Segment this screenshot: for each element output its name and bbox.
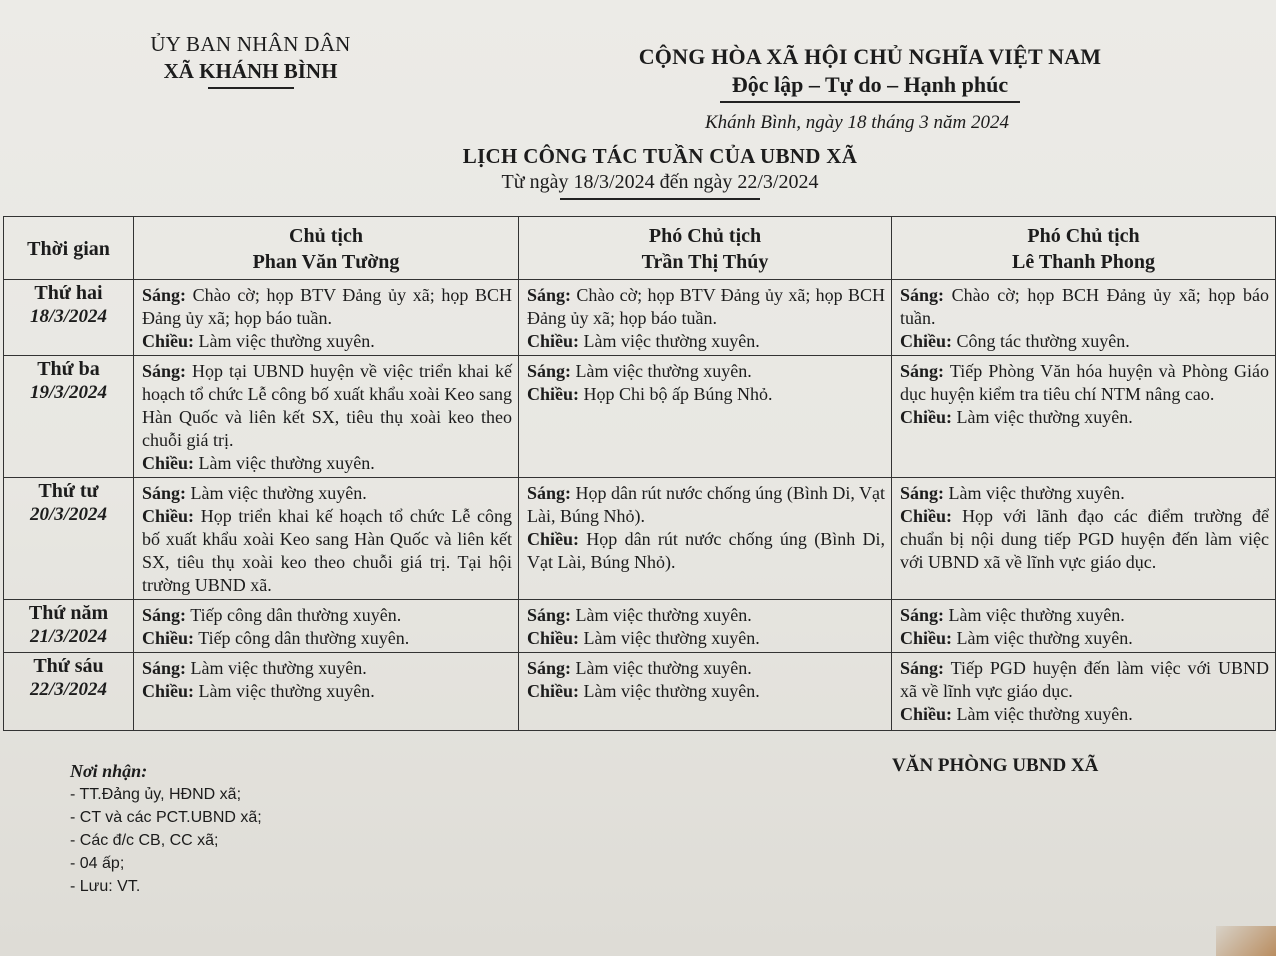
day-cell	[4, 356, 134, 478]
afternoon-text: Làm việc thường xuyên.	[956, 628, 1133, 648]
list-item: - CT và các PCT.UBND xã;	[70, 809, 262, 826]
morning-label: Sáng:	[900, 658, 945, 678]
day-cell	[4, 600, 134, 653]
morning-text: Làm việc thường xuyên.	[575, 605, 752, 625]
morning-text: Tiếp Phòng Văn hóa huyện và Phòng Giáo dục huyện kiểm tra tiêu chí NTM nâng cao.	[900, 361, 1269, 404]
morning-label: Sáng:	[142, 361, 187, 381]
header-role: Chủ tịch	[289, 225, 363, 247]
afternoon-text: Làm việc thường xuyên.	[583, 628, 760, 648]
day-name: Thứ năm	[28, 602, 109, 624]
afternoon-label: Chiều:	[527, 628, 580, 648]
afternoon-text: Tiếp công dân thường xuyên.	[198, 628, 410, 648]
list-item: - Các đ/c CB, CC xã;	[70, 832, 219, 849]
morning-label: Sáng:	[142, 285, 187, 305]
afternoon-text: Họp Chi bộ ấp Búng Nhỏ.	[583, 384, 773, 404]
schedule-cell	[134, 280, 519, 356]
document-subtitle: Từ ngày 18/3/2024 đến ngày 22/3/2024	[501, 171, 819, 193]
afternoon-label: Chiều:	[142, 331, 195, 351]
afternoon-label: Chiều:	[900, 331, 953, 351]
background-corner	[1216, 926, 1276, 956]
schedule-cell	[134, 356, 519, 478]
day-name: Thứ sáu	[33, 655, 104, 677]
morning-label: Sáng:	[142, 483, 187, 503]
afternoon-text: Làm việc thường xuyên.	[583, 681, 760, 701]
afternoon-label: Chiều:	[900, 506, 953, 526]
morning-text: Làm việc thường xuyên.	[190, 658, 367, 678]
afternoon-text: Công tác thường xuyên.	[956, 331, 1130, 351]
list-item: - 04 ấp;	[70, 855, 125, 872]
morning-text: Làm việc thường xuyên.	[575, 361, 752, 381]
morning-text: Chào cờ; họp BTV Đảng ủy xã; họp BCH Đảng ủy xã; họp báo tuần.	[142, 285, 513, 328]
document-title: LỊCH CÔNG TÁC TUẦN CỦA UBND XÃ	[462, 144, 858, 168]
list-item: - Lưu: VT.	[70, 878, 141, 895]
header-time-label: Thời gian	[27, 238, 110, 260]
morning-label: Sáng:	[142, 658, 187, 678]
day-cell	[4, 653, 134, 731]
schedule-cell	[892, 280, 1276, 356]
day-cell	[4, 478, 134, 600]
afternoon-text: Làm việc thường xuyên.	[198, 681, 375, 701]
afternoon-label: Chiều:	[142, 453, 195, 473]
morning-label: Sáng:	[900, 605, 945, 625]
day-name: Thứ hai	[34, 282, 103, 304]
morning-text: Chào cờ; họp BTV Đảng ủy xã; họp BCH Đảng ủy xã; họp báo tuần.	[527, 285, 885, 328]
morning-label: Sáng:	[900, 285, 945, 305]
morning-label: Sáng:	[527, 605, 572, 625]
morning-text: Tiếp PGD huyện đến làm việc với UBND xã về lĩnh vực giáo dục.	[900, 658, 1269, 701]
afternoon-label: Chiều:	[527, 681, 580, 701]
afternoon-label: Chiều:	[527, 384, 580, 404]
afternoon-label: Chiều:	[527, 529, 580, 549]
header-vice-chairman-1	[519, 217, 892, 280]
schedule-cell	[892, 600, 1276, 653]
morning-label: Sáng:	[142, 605, 187, 625]
schedule-cell	[892, 356, 1276, 478]
schedule-cell	[892, 653, 1276, 731]
nation-motto: Độc lập – Tự do – Hạnh phúc	[731, 72, 1009, 97]
afternoon-label: Chiều:	[900, 407, 953, 427]
schedule-cell	[134, 600, 519, 653]
table-row	[4, 356, 1276, 478]
morning-text: Chào cờ; họp BCH Đảng ủy xã; họp báo tuần.	[900, 285, 1270, 328]
schedule-cell	[134, 653, 519, 731]
afternoon-label: Chiều:	[527, 331, 580, 351]
afternoon-text: Họp triển khai kế hoạch tổ chức Lễ công bố xuất khẩu xoài Keo sang Hàn Quốc và liên kết SX, tiêu thụ xoài keo theo chuỗi giá trị. Tại hội trường UBND xã.	[142, 506, 512, 595]
table-header-row	[4, 217, 1276, 280]
morning-text: Họp dân rút nước chống úng (Bình Di, Vạt Lài, Búng Nhỏ).	[527, 483, 886, 526]
afternoon-label: Chiều:	[142, 506, 195, 526]
day-name: Thứ tư	[38, 480, 99, 502]
morning-label: Sáng:	[527, 658, 572, 678]
header-person-name: Trần Thị Thúy	[641, 251, 769, 273]
day-name: Thứ ba	[37, 358, 100, 380]
morning-label: Sáng:	[900, 483, 945, 503]
title-underline	[560, 198, 760, 200]
document-title-block	[420, 144, 900, 200]
afternoon-text: Họp với lãnh đạo các điểm trường để chuẩn bị nội dung tiếp PGD huyện đến làm việc với UBND xã về lĩnh vực giáo dục.	[900, 506, 1270, 572]
nation-name: CỘNG HÒA XÃ HỘI CHỦ NGHĨA VIỆT NAM	[638, 44, 1102, 69]
header-vice-chairman-2	[892, 217, 1276, 280]
place-date-line: Khánh Bình, ngày 18 tháng 3 năm 2024	[705, 112, 1009, 133]
header-person-name: Phan Văn Tường	[252, 251, 400, 273]
schedule-cell	[519, 478, 892, 600]
morning-label: Sáng:	[527, 285, 572, 305]
issuing-authority	[118, 32, 383, 89]
authority-line-1: ỦY BAN NHÂN DÂN	[150, 32, 351, 56]
day-cell	[4, 280, 134, 356]
afternoon-text: Làm việc thường xuyên.	[956, 704, 1133, 724]
afternoon-text: Họp dân rút nước chống úng (Bình Di, Vạt Lài, Búng Nhỏ).	[527, 529, 885, 572]
afternoon-label: Chiều:	[142, 628, 195, 648]
recipients-block	[70, 760, 262, 898]
schedule-cell	[519, 653, 892, 731]
morning-label: Sáng:	[527, 361, 572, 381]
morning-text: Họp tại UBND huyện về việc triển khai kế hoạch tổ chức Lễ công bố xuất khẩu xoài Keo sang Hàn Quốc và liên kết SX, tiêu thụ xoài keo theo chuỗi giá trị.	[142, 361, 513, 450]
morning-text: Làm việc thường xuyên.	[190, 483, 367, 503]
list-item: - TT.Đảng ủy, HĐND xã;	[70, 786, 242, 803]
afternoon-text: Làm việc thường xuyên.	[956, 407, 1133, 427]
day-date: 18/3/2024	[29, 306, 108, 327]
morning-text: Làm việc thường xuyên.	[948, 605, 1125, 625]
header-role: Phó Chủ tịch	[648, 225, 762, 247]
afternoon-label: Chiều:	[142, 681, 195, 701]
morning-text: Làm việc thường xuyên.	[948, 483, 1125, 503]
schedule-cell	[892, 478, 1276, 600]
authority-underline	[208, 87, 294, 89]
header-role: Phó Chủ tịch	[1027, 225, 1140, 247]
day-date: 19/3/2024	[29, 382, 108, 403]
day-date: 21/3/2024	[29, 626, 108, 647]
morning-text: Tiếp công dân thường xuyên.	[190, 605, 402, 625]
table-row	[4, 478, 1276, 600]
schedule-cell	[519, 356, 892, 478]
table-row	[4, 653, 1276, 731]
schedule-cell	[519, 600, 892, 653]
morning-label: Sáng:	[527, 483, 572, 503]
header-person-name: Lê Thanh Phong	[1011, 251, 1156, 273]
day-date: 22/3/2024	[29, 679, 108, 700]
table-row	[4, 600, 1276, 653]
national-motto	[630, 44, 1110, 103]
authority-line-2: XÃ KHÁNH BÌNH	[163, 59, 338, 83]
day-date: 20/3/2024	[29, 504, 108, 525]
table-row	[4, 280, 1276, 356]
afternoon-text: Làm việc thường xuyên.	[198, 331, 375, 351]
schedule-cell	[134, 478, 519, 600]
afternoon-label: Chiều:	[900, 628, 953, 648]
morning-label: Sáng:	[900, 361, 945, 381]
motto-underline	[720, 101, 1020, 103]
header-time	[4, 217, 134, 280]
weekly-schedule-table	[3, 216, 1276, 731]
recipients-label: Nơi nhận:	[70, 761, 148, 781]
afternoon-text: Làm việc thường xuyên.	[198, 453, 375, 473]
morning-text: Làm việc thường xuyên.	[575, 658, 752, 678]
issuing-office: VĂN PHÒNG UBND XÃ	[892, 755, 1099, 776]
header-chairman	[134, 217, 519, 280]
afternoon-text: Làm việc thường xuyên.	[583, 331, 760, 351]
afternoon-label: Chiều:	[900, 704, 953, 724]
schedule-cell	[519, 280, 892, 356]
